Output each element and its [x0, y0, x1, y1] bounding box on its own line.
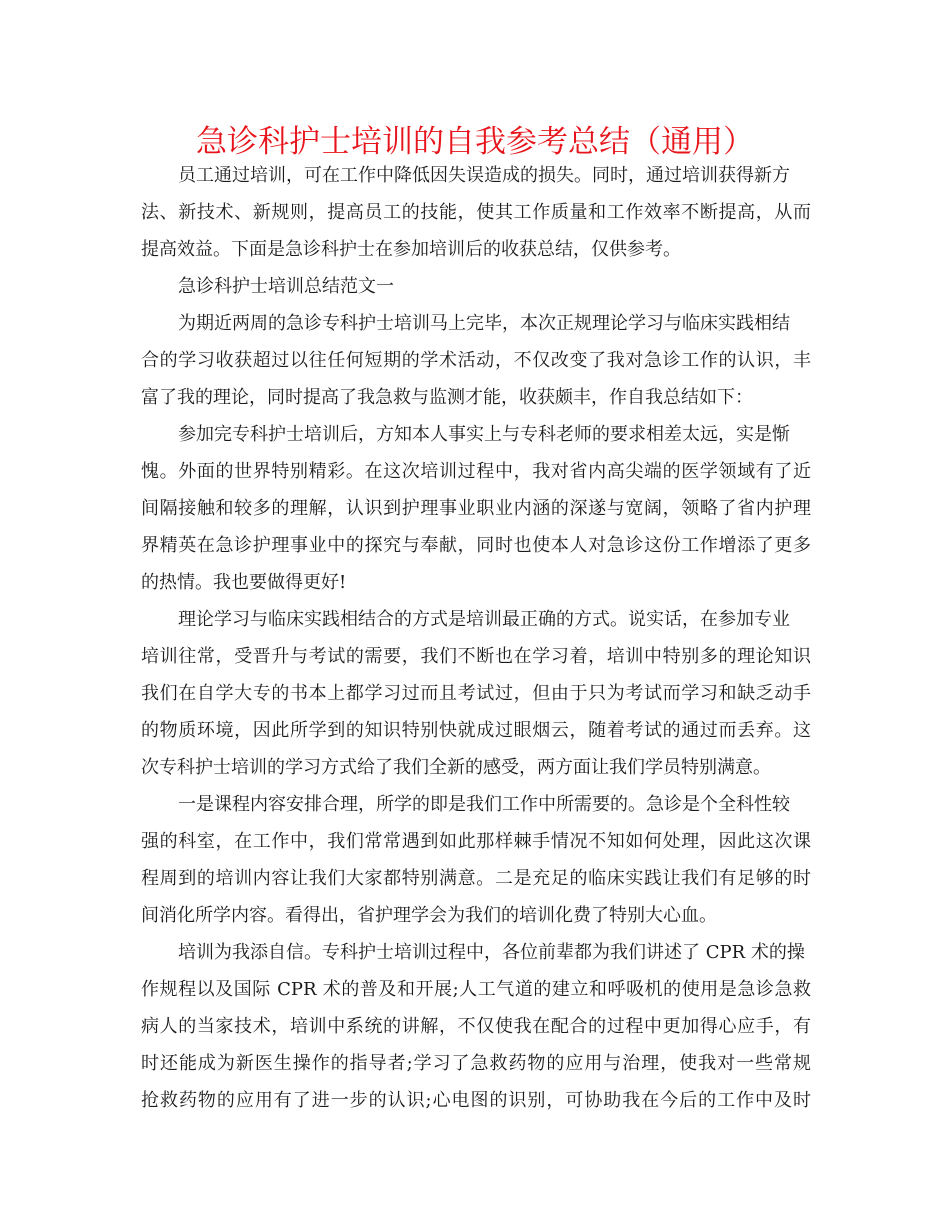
- paragraph-line: 病人的当家技术，培训中系统的讲解，不仅使我在配合的过程中更加得心应手，有: [141, 1016, 811, 1037]
- paragraph-line: 强的科室，在工作中，我们常常遇到如此那样棘手情况不知如何处理，因此这次课: [141, 831, 811, 852]
- paragraph-line: 富了我的理论，同时提高了我急救与监测才能，收获颇丰，作自我总结如下：: [141, 387, 753, 408]
- paragraph-line: 一是课程内容安排合理，所学的即是我们工作中所需要的。急诊是个全科性较: [178, 794, 790, 815]
- paragraph-line: 参加完专科护士培训后，方知本人事实上与专科老师的要求相差太远，实是惭: [178, 424, 790, 445]
- paragraph-line: 的物质环境，因此所学到的知识特别快就成过眼烟云，随着考试的通过而丢弃。这: [141, 720, 811, 741]
- paragraph-line: 法、新技术、新规则，提高员工的技能，使其工作质量和工作效率不断提高，从而: [141, 202, 811, 223]
- paragraph-line: 我们在自学大专的书本上都学习过而且考试过，但由于只为考试而学习和缺乏动手: [141, 683, 811, 704]
- paragraph-line: 作规程以及国际 CPR 术的普及和开展;人工气道的建立和呼吸机的使用是急诊急救: [141, 979, 811, 1000]
- paragraph-line: 抢救药物的应用有了进一步的认识;心电图的识别，可协助我在今后的工作中及时: [141, 1090, 811, 1111]
- paragraph-line: 界精英在急诊护理事业中的探究与奉献，同时也使本人对急诊这份工作增添了更多: [141, 535, 811, 556]
- document-body: [141, 163, 811, 1113]
- paragraph-line: 时还能成为新医生操作的指导者;学习了急救药物的应用与治理，使我对一些常规: [141, 1053, 811, 1074]
- paragraph-line: 员工通过培训，可在工作中降低因失误造成的损失。同时，通过培训获得新方: [178, 165, 790, 186]
- section-heading: 急诊科护士培训总结范文一: [178, 276, 394, 297]
- paragraph-line: 的热情。我也要做得更好!: [141, 572, 347, 593]
- paragraph-line: 培训为我添自信。专科护士培训过程中，各位前辈都为我们讲述了 CPR 术的操: [178, 942, 805, 963]
- paragraph-line: 间隔接触和较多的理解，认识到护理事业职业内涵的深遂与宽阔，领略了省内护理: [141, 498, 811, 519]
- paragraph-line: 合的学习收获超过以往任何短期的学术活动，不仅改变了我对急诊工作的认识，丰: [141, 350, 811, 371]
- paragraph-line: 培训往常，受晋升与考试的需要，我们不断也在学习着，培训中特别多的理论知识: [141, 646, 811, 667]
- paragraph-line: 提高效益。下面是急诊科护士在参加培训后的收获总结，仅供参考。: [141, 239, 681, 260]
- document-title: 急诊科护士培训的自我参考总结（通用）: [196, 124, 754, 160]
- paragraph-line: 程周到的培训内容让我们大家都特别满意。二是充足的临床实践让我们有足够的时: [141, 868, 811, 889]
- paragraph-line: 为期近两周的急诊专科护士培训马上完毕，本次正规理论学习与临床实践相结: [178, 313, 790, 334]
- paragraph-line: 次专科护士培训的学习方式给了我们全新的感受，两方面让我们学员特别满意。: [141, 757, 771, 778]
- paragraph-line: 愧。外面的世界特别精彩。在这次培训过程中，我对省内高尖端的医学领域有了近: [141, 461, 811, 482]
- paragraph-line: 间消化所学内容。看得出，省护理学会为我们的培训化费了特别大心血。: [141, 905, 717, 926]
- paragraph-line: 理论学习与临床实践相结合的方式是培训最正确的方式。说实话，在参加专业: [178, 609, 790, 630]
